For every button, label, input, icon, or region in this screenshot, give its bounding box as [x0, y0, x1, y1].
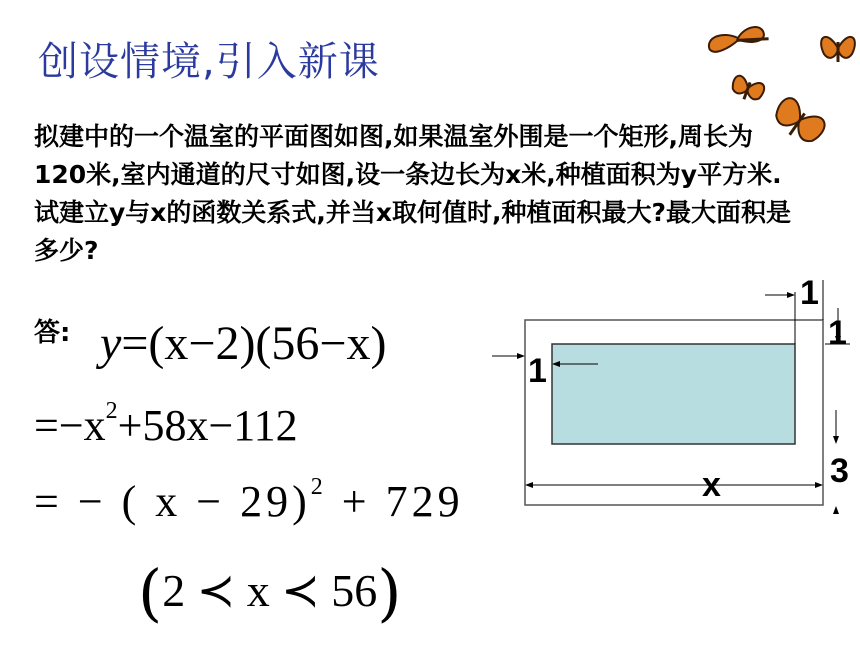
slide-title: 创设情境,引入新课 — [38, 39, 380, 85]
equation-3 — [34, 474, 464, 527]
butterfly-icon — [769, 95, 828, 150]
equation-2 — [34, 398, 298, 451]
eq1-rest: =(x−2)(56−x) — [121, 317, 387, 370]
butterfly-icon — [821, 37, 855, 62]
equation-4-domain — [138, 556, 402, 629]
eq3-rest: + 729 — [326, 477, 464, 526]
label-left: 1 — [528, 352, 547, 390]
bottom-right-arrowhead-bottom — [833, 506, 839, 514]
eq2-main: =−x — [34, 401, 106, 450]
eq2-rest: +58x−112 — [117, 401, 298, 450]
equation-1 — [100, 316, 386, 371]
answer-label: 答: — [34, 318, 71, 348]
planting-area — [552, 344, 795, 444]
label-right-top: 1 — [828, 314, 847, 352]
eq2-exponent: 2 — [105, 398, 118, 424]
butterfly-decorations — [0, 0, 860, 200]
eq4-close-paren: ) — [377, 556, 402, 629]
label-top: 1 — [800, 274, 819, 312]
bottom-right-arrowhead-top — [833, 436, 839, 444]
eq4-domain: 2 ≺ x ≺ 56 — [162, 565, 378, 616]
eq3-main: = − ( x − 29) — [34, 477, 311, 526]
eq1-y: y — [100, 317, 122, 370]
eq4-open-paren: ( — [138, 556, 163, 629]
butterfly-icon — [729, 74, 766, 104]
butterfly-icon — [707, 25, 769, 53]
top-arrowhead-left — [787, 292, 795, 298]
left-arrowhead — [517, 353, 525, 359]
greenhouse-diagram — [470, 260, 860, 520]
label-bottom-right: 3 — [830, 452, 849, 490]
label-width: x — [702, 466, 721, 504]
problem-text: 拟建中的一个温室的平面图如图,如果温室外围是一个矩形,周长为120米,室内通道的尺寸如图,设一条边长为x米,种植面积为y平方米.试建立y与x的函数关系式,并当x取何值时,种植面积最大?最大面积是多少? — [34, 122, 792, 265]
eq3-exponent: 2 — [310, 474, 327, 500]
